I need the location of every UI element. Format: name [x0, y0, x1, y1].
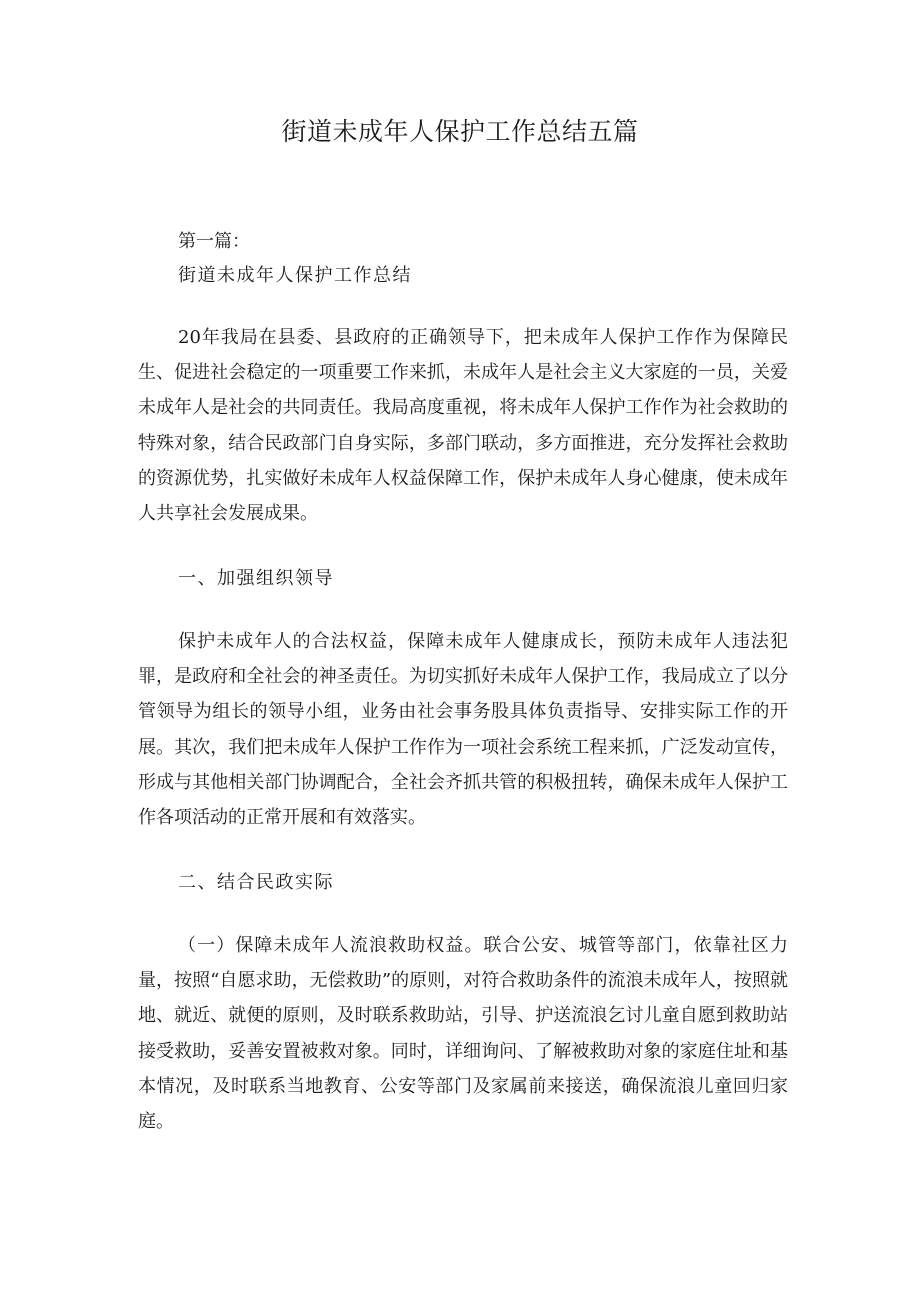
document-title: 街道未成年人保护工作总结五篇: [281, 117, 639, 146]
paragraph-street-children-rescue: （一）保障未成年人流浪救助权益。联合公安、城管等部门，依靠社区力量，按照“自愿求助，无偿救助”的原则，对符合救助条件的流浪未成年人，按照就地、就近、就便的原则，及时联系救助站，引导、护送流浪乞讨儿童自愿到救助站接受救助，妥善安置被救对象。同时，详细询问、了解被救助对象的家庭住址和基本情况，及时联系当地教育、公安等部门及家属前来接送，确保流浪儿童回归家庭。: [138, 935, 788, 1133]
part-label: 第一篇：: [178, 231, 250, 252]
paragraph-intro: 20年我局在县委、县政府的正确领导下，把未成年人保护工作作为保障民生、促进社会稳定的一项重要工作来抓，未成年人是社会主义大家庭的一员，关爱未成年人是社会的共同责任。我局高度重视，将未成年人保护工作作为社会救助的特殊对象，结合民政部门自身实际，多部门联动，多方面推进，充分发挥社会救助的资源优势，扎实做好未成年人权益保障工作，保护未成年人身心健康，使未成年人共享社会发展成果。: [138, 327, 788, 525]
part-subtitle: 街道未成年人保护工作总结: [178, 265, 412, 286]
section-heading-organization: 一、加强组织领导: [178, 568, 334, 589]
paragraph-organization: 保护未成年人的合法权益，保障未成年人健康成长，预防未成年人违法犯罪，是政府和全社会的神圣责任。为切实抓好未成年人保护工作，我局成立了以分管领导为组长的领导小组，业务由社会事务股具体负责指导、安排实际工作的开展。其次，我们把未成年人保护工作作为一项社会系统工程来抓，广泛发动宣传，形成与其他相关部门协调配合，全社会齐抓共管的积极扭转，确保未成年人保护工作各项活动的正常开展和有效落实。: [138, 631, 788, 829]
section-heading-civil-affairs: 二、结合民政实际: [178, 872, 334, 893]
